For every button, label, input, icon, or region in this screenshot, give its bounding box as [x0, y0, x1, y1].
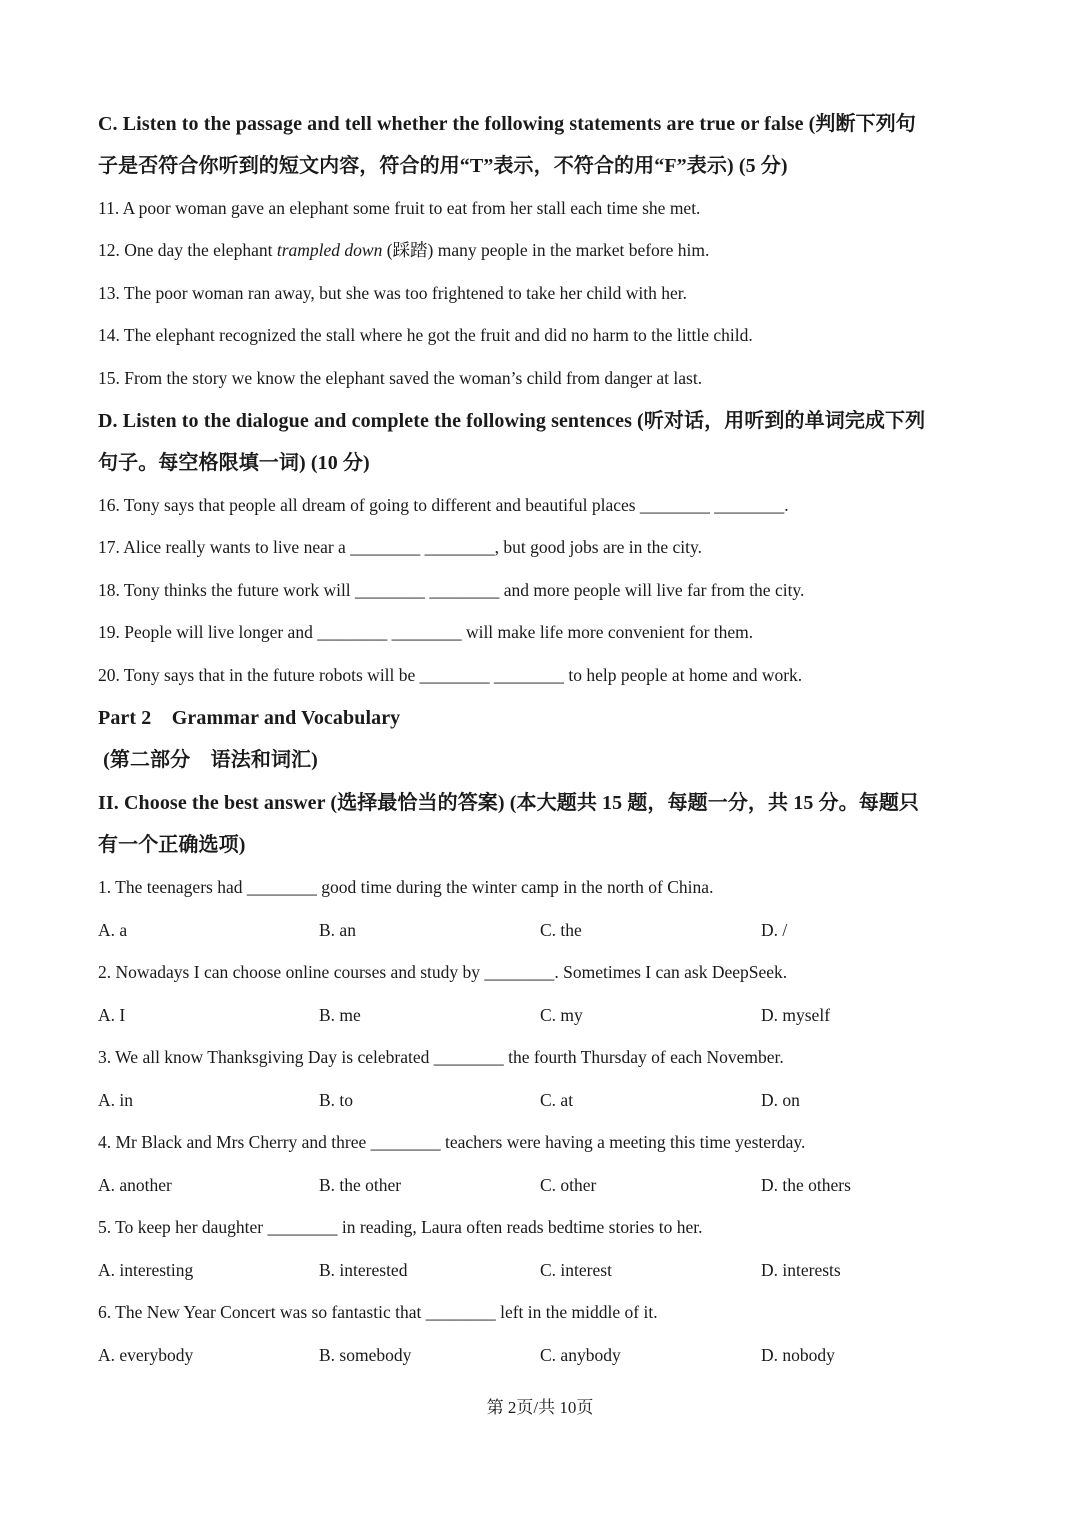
question-12-text-before: 12. One day the elephant [98, 240, 277, 260]
question-18: 18. Tony thinks the future work will ________ ________ and more people will live far from the city. [98, 580, 805, 600]
option-a: A. I [98, 1005, 126, 1025]
mc-question-3: 3. We all know Thanksgiving Day is celebrated ________ the fourth Thursday of each November. [98, 1047, 784, 1067]
part2-subtitle: (第二部分 语法和词汇) [98, 749, 318, 771]
option-c: C. my [540, 1005, 583, 1025]
option-c: C. anybody [540, 1345, 621, 1365]
option-c: C. other [540, 1175, 597, 1195]
option-c: C. the [540, 920, 582, 940]
option-a: A. in [98, 1090, 133, 1110]
mc-question-5: 5. To keep her daughter ________ in reading, Laura often reads bedtime stories to her. [98, 1217, 703, 1237]
question-12 [98, 242, 998, 260]
question-15: 15. From the story we know the elephant saved the woman’s child from danger at last. [98, 368, 703, 388]
question-11: 11. A poor woman gave an elephant some fruit to eat from her stall each time she met. [98, 198, 701, 218]
option-b: B. the other [319, 1175, 402, 1195]
section-c-heading-line1: C. Listen to the passage and tell whether the following statements are true or false (判断下列句 [98, 113, 916, 135]
question-13: 13. The poor woman ran away, but she was too frightened to take her child with her. [98, 283, 688, 303]
question-16: 16. Tony says that people all dream of going to different and beautiful places ________ ________. [98, 495, 789, 515]
mc-options-1 [98, 922, 998, 944]
option-b: B. somebody [319, 1345, 412, 1365]
option-c: C. interest [540, 1260, 612, 1280]
section-d-heading-line1: D. Listen to the dialogue and complete the following sentences (听对话，用听到的单词完成下列 [98, 410, 926, 432]
option-a: A. a [98, 920, 128, 940]
question-12-italic-phrase: trampled down [276, 240, 383, 260]
section-d-heading-line2: 句子。每空格限填一词) (10 分) [98, 452, 370, 474]
option-d: D. / [761, 920, 788, 940]
mc-options-2 [98, 1007, 998, 1029]
question-20: 20. Tony says that in the future robots will be ________ ________ to help people at home and work. [98, 665, 803, 685]
mc-options-3 [98, 1092, 998, 1114]
option-a: A. interesting [98, 1260, 194, 1280]
question-17: 17. Alice really wants to live near a ________ ________, but good jobs are in the city. [98, 537, 702, 557]
mc-question-2: 2. Nowadays I can choose online courses and study by ________. Sometimes I can ask DeepSeek. [98, 962, 788, 982]
option-b: B. interested [319, 1260, 408, 1280]
option-d: D. the others [761, 1175, 851, 1195]
question-19: 19. People will live longer and ________ ________ will make life more convenient for them. [98, 622, 754, 642]
option-b: B. to [319, 1090, 354, 1110]
mc-options-6 [98, 1347, 998, 1369]
option-d: D. nobody [761, 1345, 835, 1365]
question-12-text-after: (踩踏) many people in the market before him. [382, 240, 710, 260]
option-d: D. interests [761, 1260, 841, 1280]
mc-options-5 [98, 1262, 998, 1284]
mc-question-4: 4. Mr Black and Mrs Cherry and three ________ teachers were having a meeting this time yesterday. [98, 1132, 806, 1152]
page-footer: 第 2页/共 10页 [486, 1398, 594, 1417]
option-a: A. another [98, 1175, 172, 1195]
option-a: A. everybody [98, 1345, 194, 1365]
section-ii-heading-line1: II. Choose the best answer (选择最恰当的答案) (本大题共 15 题，每题一分，共 15 分。每题只 [98, 792, 920, 814]
mc-question-6: 6. The New Year Concert was so fantastic that ________ left in the middle of it. [98, 1302, 658, 1322]
part2-title: Part 2 Grammar and Vocabulary [98, 707, 401, 729]
option-d: D. on [761, 1090, 800, 1110]
option-c: C. at [540, 1090, 574, 1110]
option-b: B. an [319, 920, 356, 940]
mc-question-1: 1. The teenagers had ________ good time during the winter camp in the north of China. [98, 877, 714, 897]
option-d: D. myself [761, 1005, 831, 1025]
mc-options-4 [98, 1177, 998, 1199]
question-14: 14. The elephant recognized the stall where he got the fruit and did no harm to the little child. [98, 325, 753, 345]
option-b: B. me [319, 1005, 361, 1025]
section-ii-heading-line2: 有一个正确选项) [98, 834, 246, 856]
section-c-heading-line2: 子是否符合你听到的短文内容，符合的用“T”表示，不符合的用“F”表示) (5 分) [98, 155, 788, 177]
